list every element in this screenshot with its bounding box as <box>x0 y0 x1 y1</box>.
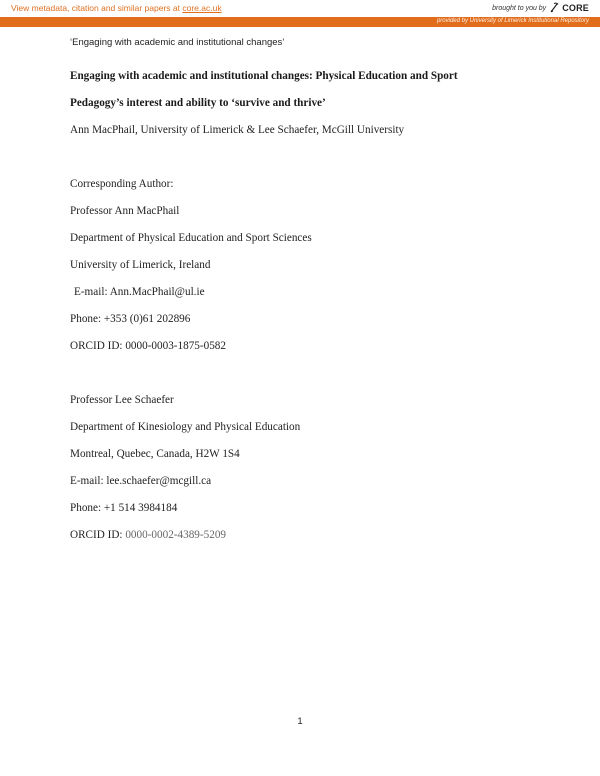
brought-by-text: brought to you by <box>492 4 547 12</box>
second-author-orcid-value: 0000-0002-4389-5209 <box>125 529 227 541</box>
core-metadata-label: View metadata, citation and similar papers at <box>11 3 183 13</box>
second-author-address: Montreal, Quebec, Canada, H2W 1S4 <box>70 448 240 460</box>
core-logo-text: CORE <box>562 3 589 13</box>
second-author-orcid <box>70 529 226 541</box>
provider-bar <box>0 17 600 27</box>
core-metadata-text <box>11 3 222 13</box>
second-author-orcid-label: ORCID ID: <box>70 529 126 541</box>
core-link[interactable]: core.ac.uk <box>182 3 222 13</box>
running-head: ‘Engaging with academic and institutional changes’ <box>70 37 285 48</box>
corresponding-label: Corresponding Author: <box>70 178 174 190</box>
second-author-email: E-mail: lee.schaefer@mcgill.ca <box>70 475 212 487</box>
second-author-phone: Phone: +1 514 3984184 <box>70 502 178 514</box>
title-line-1: Engaging with academic and institutional changes: Physical Education and Sport <box>70 70 458 82</box>
corresponding-orcid: ORCID ID: 0000-0003-1875-0582 <box>70 340 226 352</box>
corresponding-phone: Phone: +353 (0)61 202896 <box>70 313 191 325</box>
core-logo-icon <box>549 2 559 14</box>
provider-text: provided by University of Limerick Institutional Repository <box>436 18 589 24</box>
core-brand[interactable] <box>492 2 589 14</box>
authors-line: Ann MacPhail, University of Limerick & Lee Schaefer, McGill University <box>70 124 405 136</box>
second-author-department: Department of Kinesiology and Physical Education <box>70 421 301 433</box>
corresponding-name: Professor Ann MacPhail <box>70 205 180 217</box>
core-banner <box>0 0 600 17</box>
page-number: 1 <box>297 716 303 727</box>
corresponding-institution: University of Limerick, Ireland <box>70 259 211 271</box>
corresponding-department: Department of Physical Education and Sport Sciences <box>70 232 312 244</box>
second-author-name: Professor Lee Schaefer <box>70 394 174 406</box>
title-line-2: Pedagogy’s interest and ability to ‘survive and thrive’ <box>70 97 326 109</box>
corresponding-email: E-mail: Ann.MacPhail@ul.ie <box>74 286 205 298</box>
